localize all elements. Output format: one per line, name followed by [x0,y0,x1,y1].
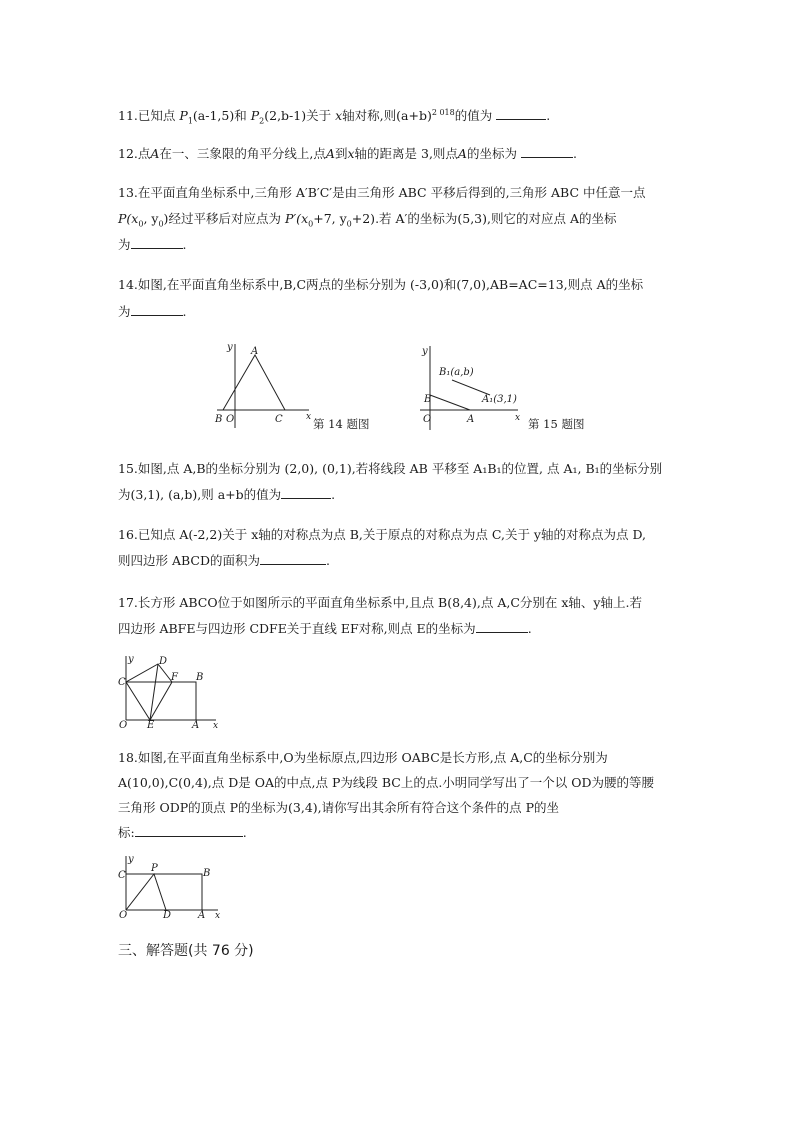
q11-answer-blank[interactable] [496,105,546,120]
q11-p2: P [250,108,260,124]
q12-text5: 的坐标为 [466,146,517,161]
q16-line2: 则四边形 ABCD的面积为 [118,553,261,568]
q13-psub1: 0 [158,219,164,229]
q18-line2: A(10,0),C(0,4),点 D是 OA的中点,点 P为线段 BC上的点.小明同学写出了一个以 OD为腰的等腰 [118,775,655,790]
fig17-fold-line [150,664,158,720]
question-17-line2 [118,616,678,642]
question-18-line4 [118,820,678,846]
question-15-line1 [118,456,678,482]
q13-pp: P′(x [284,211,309,226]
fig17-label-y: y [128,654,134,665]
q13-line1: 13.在平面直角坐标系中,三角形 A′B′C′是由三角形 ABC 平移后得到的,三角形 ABC 中任意一点 [118,185,646,200]
q12-var-a2: A [325,146,335,161]
q11-text: 已知点 [137,108,176,124]
question-11 [118,100,678,135]
fig14-label-c: C [275,414,283,425]
question-13-line3 [118,232,678,258]
fig15-label-a1: A₁(3,1) [482,394,517,405]
q11-and: 和 [234,108,247,124]
q13-end: . [182,237,187,252]
q15-answer-blank[interactable] [281,484,331,499]
q12-axis: x [347,146,355,161]
section-title: 三、解答题(共 76 分) [118,943,254,959]
q11-p1: P [179,108,188,124]
fig14-caption: 第 14 题图 [313,417,370,431]
fig15-label-b: B [424,394,432,405]
fig17-label-o: O [119,720,128,731]
q14-line2: 为 [118,304,131,319]
q18-answer-blank[interactable] [135,822,243,837]
q12-text1: 12.点 [118,146,151,161]
q12-text3: 到 [334,146,348,161]
q17-answer-blank[interactable] [476,618,528,633]
question-18-line2 [118,770,678,796]
fig18-label-b: B [203,868,211,879]
q11-p2-args: (2,b-1) [264,108,307,124]
fig17-label-d: D [159,656,168,667]
q11-text2: 轴对称,则 [342,108,397,124]
fig17-label-f: F [171,672,178,683]
q12-text4: 轴的距离是 3,则点 [354,146,458,161]
fig14-triangle [223,355,285,410]
fig15-segment-a1b1 [452,380,490,395]
fig18-label-a: A [198,910,206,921]
q11-p2-sub: 2 [259,116,265,126]
question-16-line2 [118,548,678,574]
fig15-label-y: y [422,346,428,357]
fig15-label-x: x [515,413,521,423]
q16-answer-blank[interactable] [260,550,326,565]
fig17-label-b: B [196,672,204,683]
fig17-label-a: A [192,720,200,731]
question-18-line1 [118,745,678,771]
q18-line3: 三角形 ODP的顶点 P的坐标为(3,4),请你写出其余所有符合这个条件的点 P的坐 [118,800,560,815]
q17-end: . [527,621,532,636]
q13-ppmid: +7, y [313,211,347,226]
q17-line2: 四边形 ABFE与四边形 CDFE关于直线 EF对称,则点 E的坐标为 [118,621,476,636]
q13-answer-blank[interactable] [131,234,183,249]
question-12 [118,141,678,167]
fig18-label-d: D [163,910,172,921]
fig14-label-a: A [251,346,259,357]
q12-answer-blank[interactable] [521,143,573,158]
q16-end: . [326,553,330,568]
figure-18 [112,852,232,922]
question-18-line3 [118,795,678,821]
fig18-label-p: P [151,863,158,874]
q14-answer-blank[interactable] [131,301,183,316]
fig18-label-y: y [128,854,134,865]
q13-psub0: 0 [138,219,144,229]
q11-axis: x [335,108,343,124]
q14-end: . [182,304,187,319]
q18-line1: 18.如图,在平面直角坐标系中,O为坐标原点,四边形 OABC是长方形,点 A,C的坐标分别为 [118,750,608,765]
fig18-label-o: O [119,910,128,921]
q13-pend: ) [163,211,169,226]
fig17-label-c: C [118,677,126,688]
q13-ppsub0: 0 [308,219,314,229]
q14-line1: 14.如图,在平面直角坐标系中,B,C两点的坐标分别为 (-3,0)和(7,0),AB=AC=13,则点 A的坐标 [118,277,644,292]
question-14-line1 [118,272,678,298]
q16-line1: 16.已知点 A(-2,2)关于 x轴的对称点为点 B,关于原点的对称点为点 C,关于 y轴的对称点为点 D, [118,527,647,542]
q12-var-a: A [150,146,160,161]
fig18-triangle-odp [126,874,166,910]
question-13-line1 [118,180,678,206]
fig15-label-a: A [467,414,475,425]
question-16-line1 [118,522,678,548]
q18-line4: 标: [118,825,135,840]
q15-end: . [331,487,336,502]
q15-line2: 为(3,1), (a,b),则 a+b的值为 [118,487,282,502]
question-17-line1 [118,590,678,616]
question-15-line2 [118,482,678,508]
q13-p: P(x [118,211,139,226]
q13-ppsub1: 0 [346,219,352,229]
figure-15 [420,340,610,440]
q13-line2b: .若 A′的坐标为(5,3),则它的对应点 A的坐标 [375,211,617,226]
fig14-label-o: O [226,414,235,425]
fig15-segment-ab [430,395,470,410]
q17-line1: 17.长方形 ABCO位于如图所示的平面直角坐标系中,且点 B(8,4),点 A,C分别在 x轴、y轴上.若 [118,595,642,610]
fig18-label-c: C [118,870,126,881]
question-14-line2 [118,299,678,325]
fig17-label-x: x [213,721,219,731]
q12-text2: 在一、三象限的角平分线上,点 [159,146,326,161]
q15-line1: 15.如图,点 A,B的坐标分别为 (2,0), (0,1),若将线段 AB 平移至 A₁B₁的位置, 点 A₁, B₁的坐标分别 [118,461,663,476]
q11-exp: 2 018 [431,108,455,117]
q11-expr: (a+b) [396,108,432,124]
q13-ppend: +2) [351,211,376,226]
figure-14 [205,338,385,438]
q11-text3: 的值为 [454,108,493,124]
fig17-label-e: E [147,720,155,731]
fig15-label-o: O [423,414,432,425]
q11-p1-args: (a-1,5) [192,108,235,124]
q11-number: 11. [118,108,138,124]
fig14-label-b: B [215,414,223,425]
q11-about: 关于 [306,108,332,124]
fig14-label-x: x [306,412,312,422]
fig14-label-y: y [227,342,233,353]
q12-end: . [572,146,577,161]
q13-line3: 为 [118,237,131,252]
fig18-label-x: x [215,911,221,921]
q13-pmid: , y [143,211,159,226]
fig15-label-b1: B₁(a,b) [439,367,474,378]
q18-end: . [242,825,247,840]
fig15-caption: 第 15 题图 [528,417,585,431]
q13-line2a: 经过平移后对应点为 [168,211,281,226]
q11-end: . [546,108,551,124]
figure-17 [112,652,232,732]
q12-var-a3: A [457,146,467,161]
fig17-quad-cdfe [126,664,172,720]
q11-p1-sub: 1 [187,116,193,126]
